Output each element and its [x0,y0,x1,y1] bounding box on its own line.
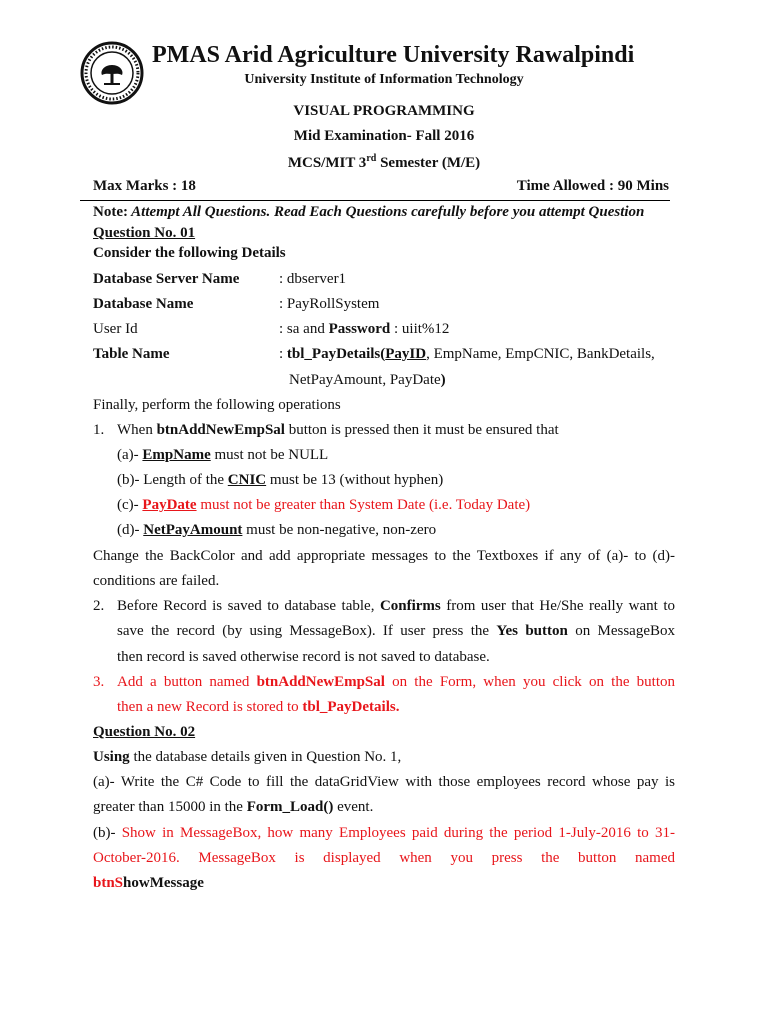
q2-part-a-line-2: greater than 15000 in the Form_Load() event. [93,799,374,815]
detail-user-id: User Id : sa and Password : uiit%12 [93,321,450,337]
operation-3-line-2: then a new Record is stored to tbl_PayDetails. [117,699,400,715]
operation-3-line-1: 3. Add a button named btnAddNewEmpSal on the Form, when you click on the button [93,674,675,690]
course-title: VISUAL PROGRAMMING [293,103,475,119]
q2-part-a-line-1: (a)- Write the C# Code to fill the dataGridView with those employees record whose pay is [93,774,675,790]
detail-table: Table Name : tbl_PayDetails(PayID, EmpName, EmpCNIC, BankDetails, [93,346,655,362]
detail-database: Database Name : PayRollSystem [93,296,380,312]
q2-using: Using the database details given in Question No. 1, [93,749,402,765]
question-1-title: Question No. 01 [93,225,196,241]
university-name: PMAS Arid Agriculture University Rawalpindi [152,42,635,68]
q2-part-b-line-1: (b)- Show in MessageBox, how many Employees paid during the period 1-July-2016 to 31- [93,825,675,841]
condition-a: (a)- EmpName must not be NULL [117,447,329,463]
header-divider [80,200,670,201]
q1-intro: Consider the following Details [93,245,286,261]
finally-line: Finally, perform the following operations [93,397,341,413]
operation-1: 1. When btnAddNewEmpSal button is pressed then it must be ensured that [93,422,559,438]
question-2-title: Question No. 02 [93,724,196,740]
max-marks: Max Marks : 18 [93,178,196,194]
note: Note: Attempt All Questions. Read Each Questions carefully before you attempt Question [93,204,645,220]
q2-part-b-line-2: October-2016. MessageBox is displayed when you press the button named [93,850,675,866]
q2-part-b-line-3: btnShowMessage [93,875,204,891]
condition-c: (c)- PayDate must not be greater than System Date (i.e. Today Date) [117,497,531,513]
condition-b: (b)- Length of the CNIC must be 13 (without hyphen) [117,472,444,488]
time-allowed: Time Allowed : 90 Mins [516,178,669,194]
detail-server: Database Server Name : dbserver1 [93,271,347,287]
condition-d: (d)- NetPayAmount must be non-negative, non-zero [117,522,437,538]
institute-name: University Institute of Information Technology [244,72,524,87]
exam-title: Mid Examination- Fall 2016 [293,128,475,144]
change-line-1: Change the BackColor and add appropriate messages to the Textboxes if any of (a)- to (d)- [93,548,675,564]
operation-2-line-1: 2. Before Record is saved to database table, Confirms from user that He/She really want to [93,598,675,614]
operation-2-line-2: save the record (by using MessageBox). If user press the Yes button on MessageBox [117,623,676,639]
change-line-2: conditions are failed. [93,573,220,589]
operation-2-line-3: then record is saved otherwise record is not saved to database. [117,649,490,665]
program-title: MCS/MIT 3rd Semester (M/E) [287,153,481,171]
exam-page: PMAS Arid Agriculture University Rawalpindi University Institute of Information Technology VISUAL PROGRAMMING Mid Examination- Fall 2016 MCS/MIT 3rd Semester (M/E) Max Marks : 18 Time Allowed : 90 Mins Note: Attempt All Questions. Read Each Questions carefully before you attempt Question Question No. 01 Consider the following Details Database Server Name : dbserver1 Database Name : PayRollSystem User Id : sa and Password : uiit%12 Table Name : tbl_PayDetails(PayID, EmpName, EmpCNIC, BankDetails, NetPayAmount, PayDate) Finally, perform the following operations 1. When btnAddNewEmpSal button is pressed then it must be ensured that (a)- EmpName must not be NULL (b)- Length of the CNIC must be 13 (without hyphen) (c)- PayDate must not be greater than System Date (i.e. Today Date) (d)- NetPayAmount must be non-negative, non-zero Change the BackColor and add appropriate messages to the Textboxes if any of (a)- to (d)- conditions are failed. 2. Before Record is saved to database table, Confirms from user that He/She really want to save the record (by using MessageBox). If user press the Yes button on MessageBox then record is saved otherwise record is not saved to database. 3. Add a button named btnAddNewEmpSal on the Form, when you click on the button then a new Record is stored to tbl_PayDetails. Question No. 02 Using the database details given in Question No. 1, (a)- Write the C# Code to fill the dataGridView with those employees record whose pay is greater than 15000 in the Form_Load() event. (b)- Show in MessageBox, how many Employees paid during the period 1-July-2016 to 31- October-2016. MessageBox is displayed when you press the button named btnShowMessage [0,0,768,1024]
